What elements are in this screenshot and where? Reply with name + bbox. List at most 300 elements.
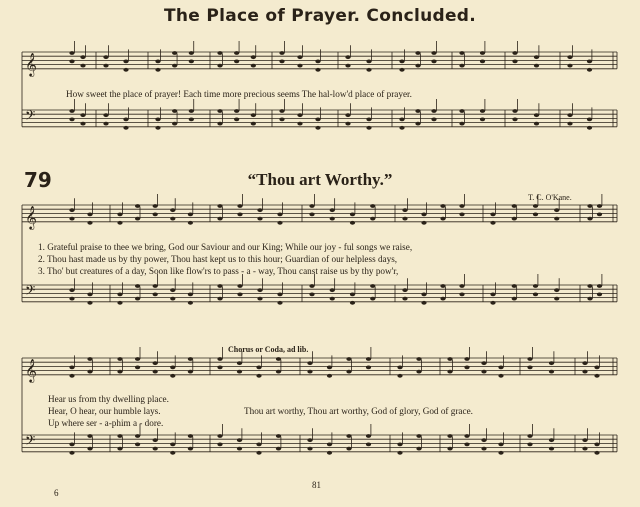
notehead: [217, 366, 222, 370]
notehead: [480, 109, 485, 113]
notehead: [370, 217, 375, 221]
notehead: [440, 204, 445, 208]
notehead: [512, 60, 517, 64]
notehead: [234, 118, 239, 122]
page-number: 81: [312, 480, 321, 490]
notehead: [277, 213, 282, 217]
notehead: [315, 68, 320, 72]
notehead: [366, 366, 371, 370]
notehead: [431, 109, 436, 113]
notehead: [135, 297, 140, 301]
notehead: [69, 51, 74, 55]
notehead: [135, 204, 140, 208]
notehead: [431, 51, 436, 55]
notehead: [217, 434, 222, 438]
notehead: [481, 447, 486, 451]
notehead: [257, 208, 262, 212]
notehead: [415, 109, 420, 113]
notehead: [587, 118, 592, 122]
notehead: [117, 293, 122, 297]
notehead: [594, 443, 599, 447]
notehead: [512, 51, 517, 55]
notehead: [170, 217, 175, 221]
notehead: [327, 443, 332, 447]
bass-clef-icon: 𝄢: [25, 282, 36, 302]
notehead: [251, 122, 256, 126]
verse-line-2: 2. Thou hast made us by thy power, Thou hast kept us to this hour; Guardian of our helpless days,: [38, 254, 398, 264]
notehead: [481, 370, 486, 374]
notehead: [554, 297, 559, 301]
notehead: [297, 55, 302, 59]
verse-end-line-3: Up where ser - a-phim a - dore.: [48, 418, 164, 428]
notehead: [234, 51, 239, 55]
notehead: [447, 434, 452, 438]
notehead: [170, 443, 175, 447]
notehead: [307, 361, 312, 365]
notehead: [315, 118, 320, 122]
notehead: [345, 113, 350, 117]
notehead: [257, 297, 262, 301]
notehead: [549, 370, 554, 374]
notehead: [123, 126, 128, 130]
notehead: [153, 370, 158, 374]
notehead: [597, 204, 602, 208]
notehead: [346, 370, 351, 374]
notehead: [69, 374, 74, 378]
notehead: [366, 434, 371, 438]
notehead: [117, 221, 122, 225]
notehead: [327, 451, 332, 455]
chorus-label: Chorus or Coda, ad lib.: [228, 345, 309, 354]
notehead: [421, 293, 426, 297]
notehead: [189, 60, 194, 64]
hymn-title: “Thou art Worthy.”: [247, 170, 393, 189]
notehead: [447, 447, 452, 451]
notehead: [480, 60, 485, 64]
notehead: [172, 109, 177, 113]
notehead: [189, 109, 194, 113]
notehead: [307, 370, 312, 374]
notehead: [416, 357, 421, 361]
notehead: [397, 374, 402, 378]
notehead: [170, 208, 175, 212]
notehead: [498, 443, 503, 447]
notehead: [567, 113, 572, 117]
notehead: [135, 366, 140, 370]
notehead: [153, 447, 158, 451]
notehead: [80, 64, 85, 68]
notehead: [170, 451, 175, 455]
notehead: [481, 361, 486, 365]
notehead: [464, 357, 469, 361]
notehead: [188, 370, 193, 374]
lyric-line: How sweet the place of prayer! Each time more precious seems The hal-low'd place of prayer.: [66, 89, 412, 99]
notehead: [345, 55, 350, 59]
notehead: [534, 55, 539, 59]
notehead: [217, 109, 222, 113]
notehead: [330, 288, 335, 292]
notehead: [153, 361, 158, 365]
notehead: [69, 109, 74, 113]
hymn-number: 79: [24, 168, 52, 192]
notehead: [135, 284, 140, 288]
notehead: [217, 51, 222, 55]
notehead: [440, 217, 445, 221]
notehead: [315, 126, 320, 130]
notehead: [297, 113, 302, 117]
notehead: [549, 447, 554, 451]
notehead: [416, 434, 421, 438]
notehead: [498, 451, 503, 455]
verse-end-line-2: Hear, O hear, our humble lays.: [48, 406, 161, 416]
notehead: [170, 288, 175, 292]
notehead: [416, 447, 421, 451]
notehead: [402, 208, 407, 212]
notehead: [279, 109, 284, 113]
notehead: [103, 55, 108, 59]
notehead: [307, 438, 312, 442]
notehead: [123, 68, 128, 72]
notehead: [170, 374, 175, 378]
notehead: [123, 60, 128, 64]
notehead: [87, 213, 92, 217]
notehead: [490, 301, 495, 305]
notehead: [527, 434, 532, 438]
notehead: [459, 293, 464, 297]
notehead: [234, 60, 239, 64]
notehead: [256, 451, 261, 455]
notehead: [416, 370, 421, 374]
notehead: [512, 204, 517, 208]
notehead: [397, 443, 402, 447]
notehead: [534, 64, 539, 68]
notehead: [587, 60, 592, 64]
notehead: [153, 213, 158, 217]
notehead: [587, 68, 592, 72]
notehead: [459, 204, 464, 208]
chorus-line: Thou art worthy, Thou art worthy, God of glory, God of grace.: [244, 406, 473, 416]
notehead: [397, 366, 402, 370]
notehead: [297, 64, 302, 68]
notehead: [276, 434, 281, 438]
notehead: [135, 443, 140, 447]
notehead: [69, 451, 74, 455]
notehead: [135, 217, 140, 221]
notehead: [366, 60, 371, 64]
notehead: [251, 64, 256, 68]
notehead: [459, 51, 464, 55]
notehead: [512, 118, 517, 122]
notehead: [237, 204, 242, 208]
notehead: [597, 213, 602, 217]
notehead: [188, 357, 193, 361]
notehead: [279, 51, 284, 55]
notehead: [567, 55, 572, 59]
notehead: [399, 126, 404, 130]
notehead: [217, 297, 222, 301]
notehead: [431, 118, 436, 122]
notehead: [512, 217, 517, 221]
notehead: [399, 60, 404, 64]
notehead: [459, 109, 464, 113]
notehead: [237, 361, 242, 365]
notehead: [397, 451, 402, 455]
notehead: [399, 68, 404, 72]
notehead: [153, 293, 158, 297]
notehead: [587, 297, 592, 301]
notehead: [582, 447, 587, 451]
notehead: [153, 284, 158, 288]
notehead: [366, 68, 371, 72]
notehead: [188, 221, 193, 225]
notehead: [554, 217, 559, 221]
notehead: [309, 284, 314, 288]
notehead: [415, 51, 420, 55]
notehead: [277, 221, 282, 225]
notehead: [366, 357, 371, 361]
notehead: [80, 55, 85, 59]
notehead: [217, 284, 222, 288]
notehead: [172, 122, 177, 126]
notehead: [512, 284, 517, 288]
notehead: [490, 221, 495, 225]
notehead: [69, 208, 74, 212]
notehead: [421, 301, 426, 305]
notehead: [103, 122, 108, 126]
notehead: [237, 370, 242, 374]
notehead: [459, 213, 464, 217]
notehead: [189, 51, 194, 55]
notehead: [87, 447, 92, 451]
notehead: [217, 357, 222, 361]
notehead: [421, 213, 426, 217]
notehead: [330, 208, 335, 212]
notehead: [350, 221, 355, 225]
notehead: [549, 361, 554, 365]
notehead: [153, 438, 158, 442]
notehead: [69, 297, 74, 301]
notehead: [481, 438, 486, 442]
notehead: [188, 293, 193, 297]
notehead: [512, 297, 517, 301]
notehead: [69, 366, 74, 370]
notehead: [309, 204, 314, 208]
notehead: [309, 213, 314, 217]
notehead: [103, 113, 108, 117]
notehead: [533, 204, 538, 208]
notehead: [256, 374, 261, 378]
notehead: [534, 122, 539, 126]
notehead: [533, 213, 538, 217]
notehead: [447, 357, 452, 361]
notehead: [189, 118, 194, 122]
notehead: [155, 126, 160, 130]
notehead: [498, 366, 503, 370]
notehead: [69, 288, 74, 292]
notehead: [217, 204, 222, 208]
notehead: [80, 113, 85, 117]
notehead: [402, 217, 407, 221]
notehead: [327, 366, 332, 370]
notehead: [217, 64, 222, 68]
notehead: [549, 438, 554, 442]
notehead: [234, 109, 239, 113]
notehead: [594, 366, 599, 370]
notehead: [370, 204, 375, 208]
notehead: [69, 60, 74, 64]
notehead: [123, 118, 128, 122]
notehead: [279, 60, 284, 64]
notehead: [490, 213, 495, 217]
notehead: [172, 51, 177, 55]
notehead: [237, 438, 242, 442]
notehead: [459, 284, 464, 288]
bass-clef-icon: 𝄢: [25, 432, 36, 452]
treble-clef-icon: 𝄞: [25, 357, 37, 382]
notehead: [399, 118, 404, 122]
notehead: [567, 122, 572, 126]
notehead: [594, 451, 599, 455]
notehead: [117, 370, 122, 374]
verse-line-3: 3. Tho' but creatures of a day, Soon like flow'rs to pass - a - way, Thou canst raise us by thy pow'r,: [38, 266, 399, 276]
notehead: [117, 434, 122, 438]
verse-line-1: 1. Grateful praise to thee we bring, God our Saviour and our King; While our joy - ful songs we raise,: [38, 242, 413, 252]
notehead: [366, 126, 371, 130]
notehead: [188, 447, 193, 451]
notehead: [69, 217, 74, 221]
notehead: [87, 293, 92, 297]
notehead: [170, 297, 175, 301]
notehead: [87, 434, 92, 438]
notehead: [217, 443, 222, 447]
notehead: [345, 122, 350, 126]
notehead: [415, 122, 420, 126]
notehead: [237, 293, 242, 297]
notehead: [170, 366, 175, 370]
notehead: [587, 126, 592, 130]
notehead: [582, 438, 587, 442]
notehead: [69, 118, 74, 122]
notehead: [307, 447, 312, 451]
notehead: [87, 301, 92, 305]
notehead: [153, 204, 158, 208]
notehead: [567, 64, 572, 68]
notehead: [276, 370, 281, 374]
notehead: [480, 51, 485, 55]
notehead: [155, 68, 160, 72]
notehead: [431, 60, 436, 64]
notehead: [297, 122, 302, 126]
notehead: [237, 284, 242, 288]
notehead: [251, 113, 256, 117]
notehead: [172, 64, 177, 68]
notehead: [87, 357, 92, 361]
notehead: [597, 284, 602, 288]
notehead: [346, 357, 351, 361]
notehead: [402, 288, 407, 292]
notehead: [421, 221, 426, 225]
treble-clef-icon: 𝄞: [25, 204, 37, 229]
notehead: [366, 443, 371, 447]
composer-credit: T. C. O'Kane.: [528, 193, 572, 202]
notehead: [217, 217, 222, 221]
notehead: [256, 443, 261, 447]
notehead: [80, 122, 85, 126]
notehead: [512, 109, 517, 113]
notehead: [370, 284, 375, 288]
notehead: [276, 357, 281, 361]
notehead: [256, 366, 261, 370]
notehead: [350, 301, 355, 305]
notehead: [459, 122, 464, 126]
notehead: [350, 213, 355, 217]
page-mark: 6: [54, 488, 59, 498]
notehead: [330, 297, 335, 301]
notehead: [277, 301, 282, 305]
notehead: [217, 122, 222, 126]
notehead: [276, 447, 281, 451]
notehead: [327, 374, 332, 378]
notehead: [587, 204, 592, 208]
notehead: [103, 64, 108, 68]
notehead: [527, 443, 532, 447]
notehead: [309, 293, 314, 297]
notehead: [251, 55, 256, 59]
notehead: [69, 443, 74, 447]
notehead: [279, 118, 284, 122]
notehead: [464, 434, 469, 438]
notehead: [534, 113, 539, 117]
notehead: [402, 297, 407, 301]
notehead: [346, 447, 351, 451]
notehead: [533, 284, 538, 288]
verse-end-line-1: Hear us from thy dwelling place.: [48, 394, 169, 404]
notehead: [345, 64, 350, 68]
notehead: [330, 217, 335, 221]
notehead: [594, 374, 599, 378]
notehead: [188, 213, 193, 217]
notehead: [440, 284, 445, 288]
notehead: [554, 208, 559, 212]
notehead: [315, 60, 320, 64]
notehead: [587, 284, 592, 288]
notehead: [415, 64, 420, 68]
notehead: [237, 447, 242, 451]
notehead: [527, 357, 532, 361]
treble-clef-icon: 𝄞: [25, 51, 37, 76]
notehead: [117, 447, 122, 451]
page-title: The Place of Prayer. Concluded.: [163, 6, 477, 26]
notehead: [498, 374, 503, 378]
notehead: [87, 370, 92, 374]
notehead: [257, 288, 262, 292]
notehead: [237, 213, 242, 217]
notehead: [87, 221, 92, 225]
notehead: [135, 357, 140, 361]
notehead: [370, 297, 375, 301]
notehead: [257, 217, 262, 221]
notehead: [527, 366, 532, 370]
notehead: [277, 293, 282, 297]
notehead: [464, 366, 469, 370]
notehead: [117, 301, 122, 305]
notehead: [135, 434, 140, 438]
notehead: [597, 293, 602, 297]
notehead: [346, 434, 351, 438]
notehead: [117, 213, 122, 217]
notehead: [440, 297, 445, 301]
notehead: [464, 443, 469, 447]
